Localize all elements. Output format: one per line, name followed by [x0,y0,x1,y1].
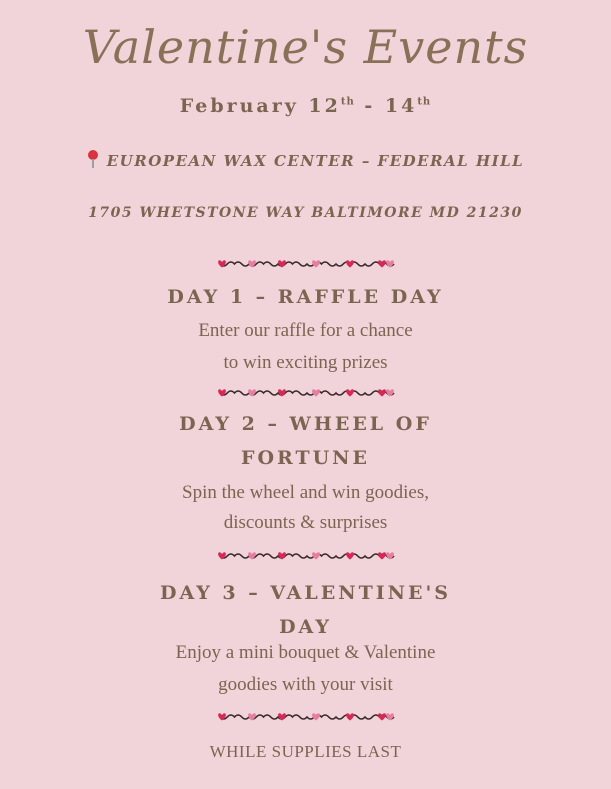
dates-end: - 14 [354,95,418,117]
day-2-title-line-2: FORTUNE [240,447,371,469]
dates-suffix-start: th [340,96,355,108]
event-location [0,150,611,170]
event-dates [0,95,611,117]
map-pin-icon [87,150,99,168]
page-title: Valentine's Events [82,20,529,74]
event-address: 1705 WHETSTONE WAY BALTIMORE MD 21230 [88,205,523,221]
day-1-description-line-2: to win exciting prizes [223,352,388,373]
day-1-title: DAY 1 – RAFFLE DAY [167,286,444,308]
dates-start: February 12 [179,95,341,117]
heart-vine-icon [216,548,396,564]
heart-vine-divider [0,709,611,725]
day-1-description-line-1: Enter our raffle for a chance [198,320,413,341]
day-3-description-line-1: Enjoy a mini bouquet & Valentine [175,642,436,663]
heart-vine-icon [216,709,396,725]
heart-vine-divider [0,385,611,401]
heart-vine-divider [0,548,611,564]
day-2-description-line-1: Spin the wheel and win goodies, [182,482,429,503]
footer-note: WHILE SUPPLIES LAST [209,742,402,761]
day-3-title-line-1: DAY 3 – VALENTINE'S [159,582,452,604]
heart-vine-icon [216,385,396,401]
location-text: EUROPEAN WAX CENTER – FEDERAL HILL [106,152,525,170]
day-3-description-line-2: goodies with your visit [218,674,393,695]
day-2-description-line-2: discounts & surprises [223,512,388,533]
day-2-title-line-1: DAY 2 – WHEEL OF [179,413,432,435]
heart-vine-divider [0,256,611,272]
heart-vine-icon [216,256,396,272]
day-3-title-line-2: DAY [279,616,332,638]
dates-suffix-end: th [417,96,432,108]
